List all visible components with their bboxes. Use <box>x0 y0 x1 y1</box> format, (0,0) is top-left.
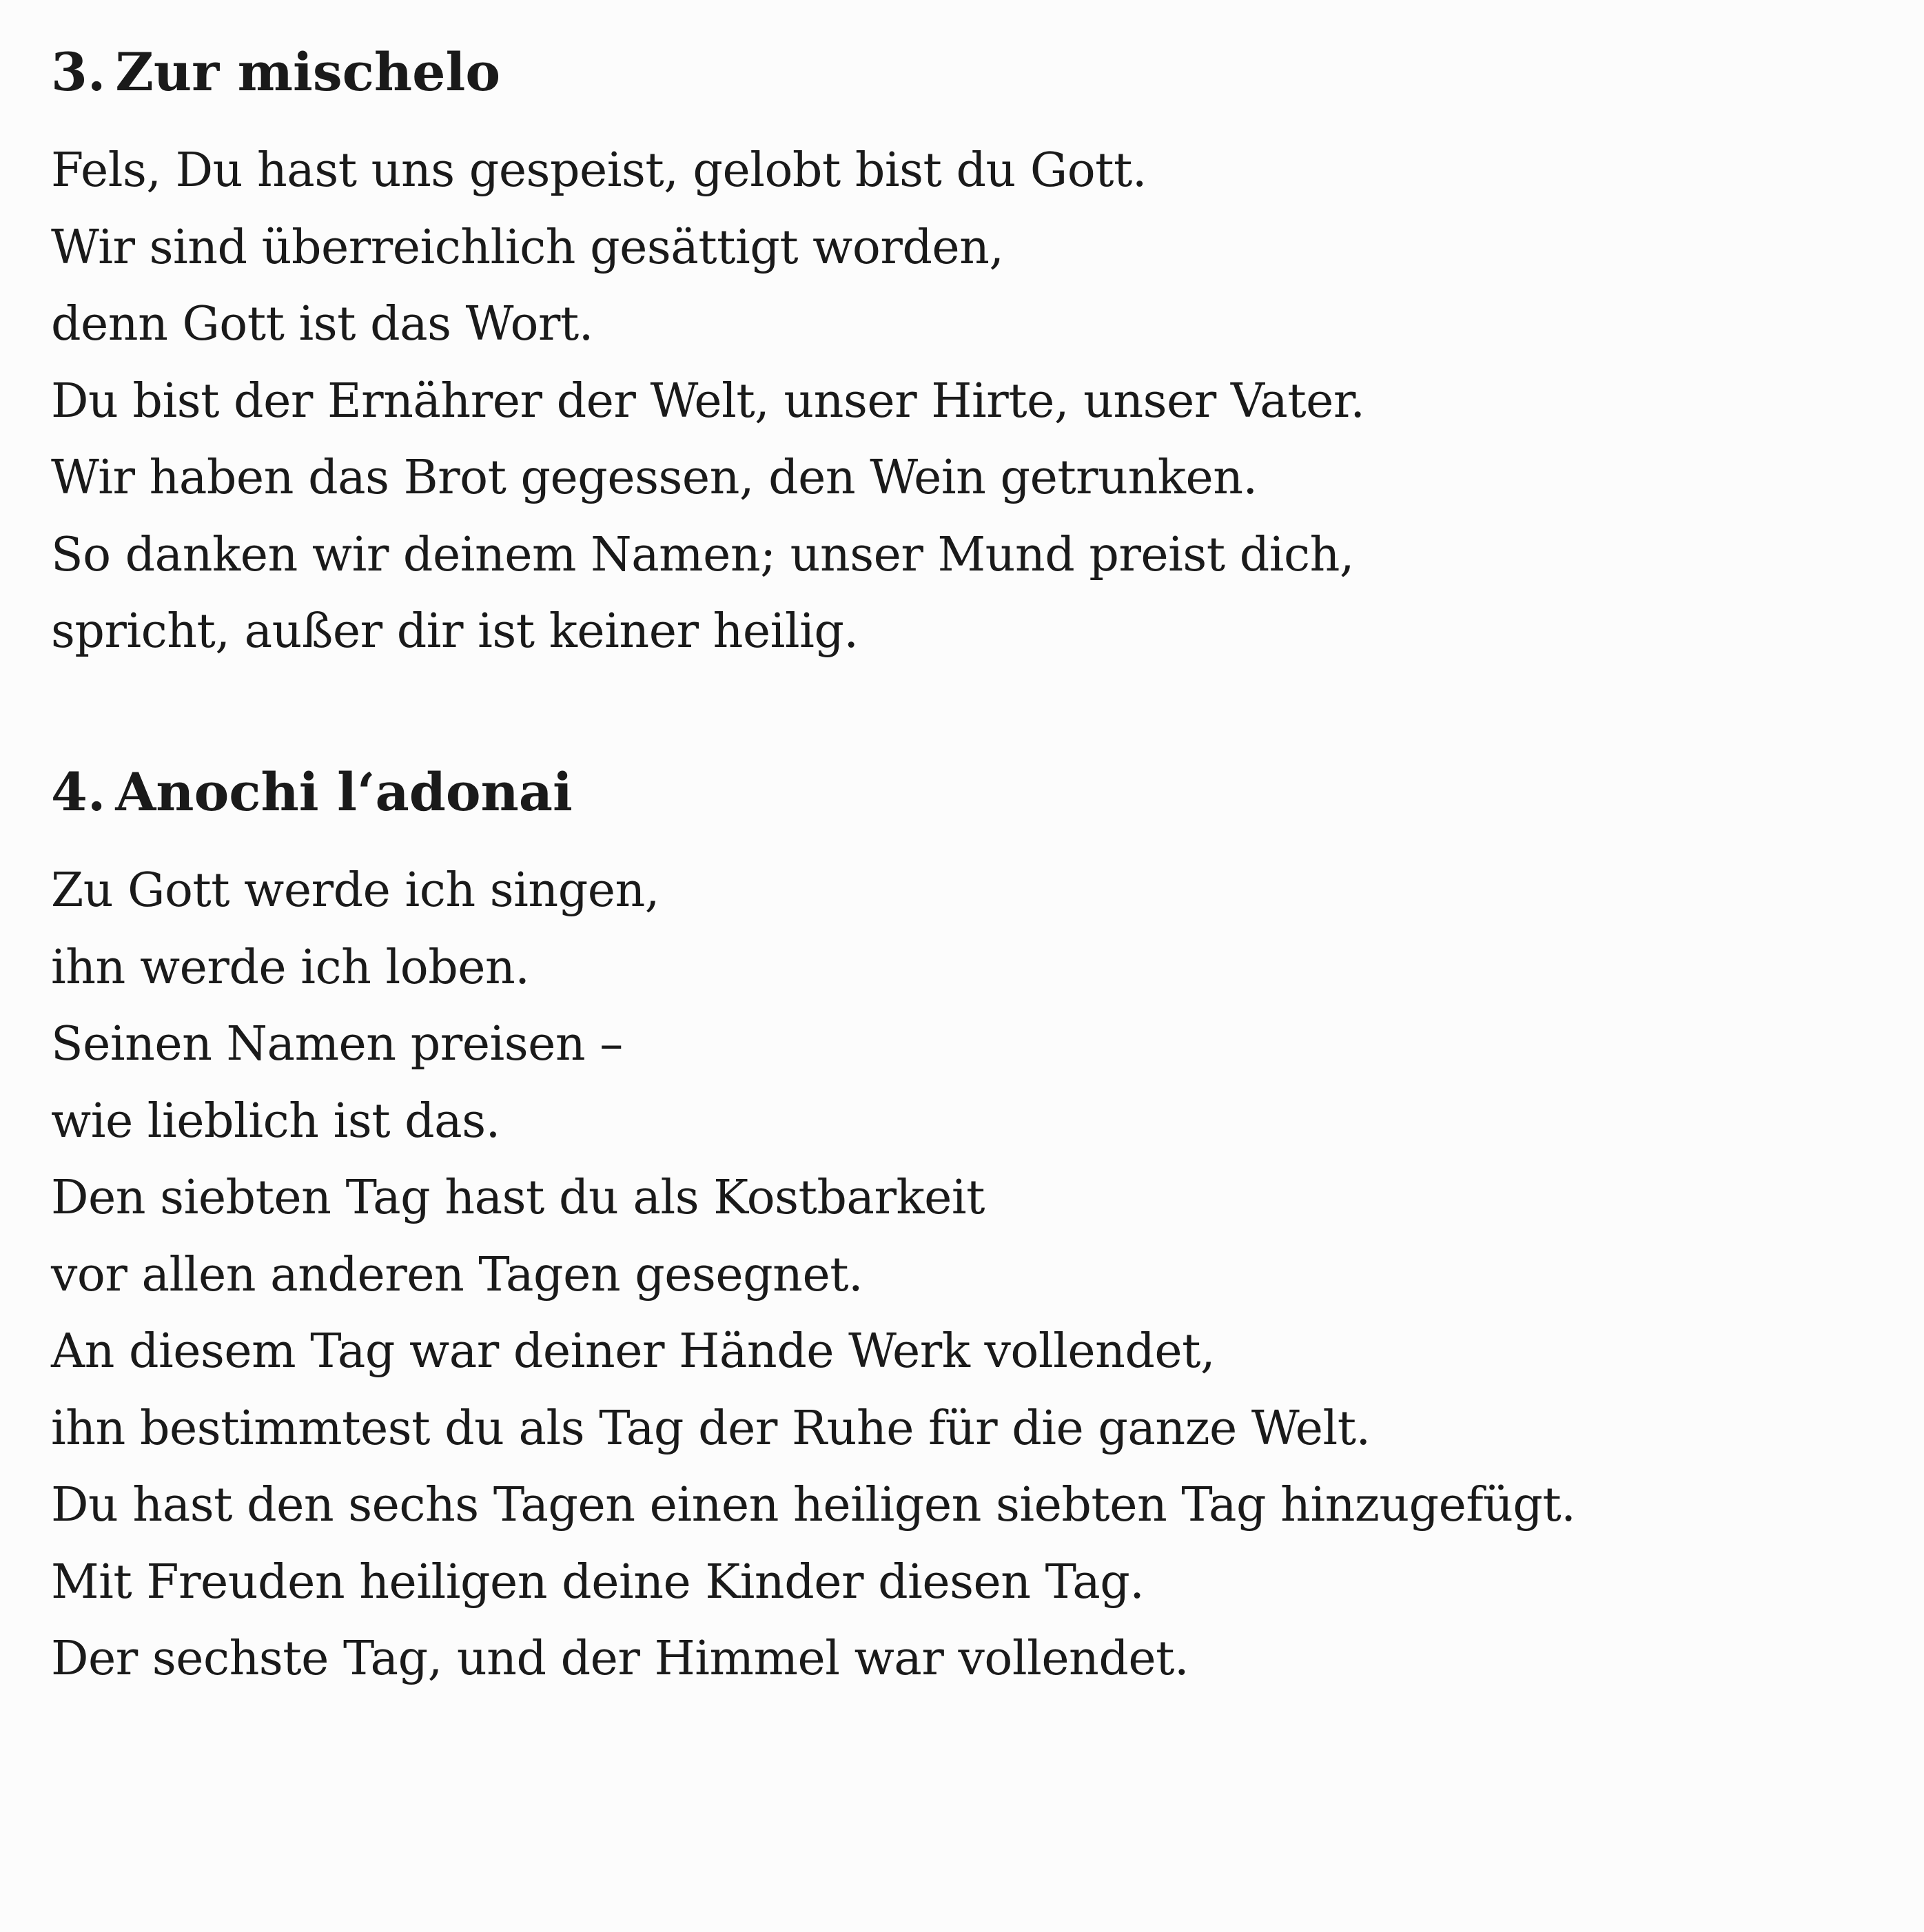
text-line: Mit Freuden heiligen deine Kinder diesen Tag. <box>51 1554 1145 1610</box>
text-line: vor allen anderen Tagen gesegnet. <box>51 1247 863 1302</box>
text-line: ihn werde ich loben. <box>51 940 530 995</box>
text-line: Fels, Du hast uns gespeist, gelobt bist du Gott. <box>51 143 1147 198</box>
section-title: Zur mischelo <box>115 41 501 103</box>
text-line: Wir sind überreichlich gesättigt worden, <box>51 220 1004 275</box>
text-line: So danken wir deinem Namen; unser Mund preist dich, <box>51 527 1355 582</box>
text-line: An diesem Tag war deiner Hände Werk vollendet, <box>51 1324 1216 1379</box>
text-line: Du hast den sechs Tagen einen heiligen siebten Tag hinzugefügt. <box>51 1478 1576 1532</box>
section-title: Anochi l‘adonai <box>115 761 573 823</box>
section-heading <box>51 34 1877 110</box>
text-line: Den siebten Tag hast du als Kostbarkeit <box>51 1171 985 1225</box>
section-heading <box>51 754 1877 830</box>
text-line: denn Gott ist das Wort. <box>51 297 593 351</box>
text-line: wie lieblich ist das. <box>51 1093 500 1149</box>
section-zur-mischelo <box>51 34 1877 670</box>
text-line: Du bist der Ernährer der Welt, unser Hirte, unser Vater. <box>51 373 1365 429</box>
text-line: Zu Gott werde ich singen, <box>51 863 659 918</box>
text-line: spricht, außer dir ist keiner heilig. <box>51 604 859 659</box>
section-number: 3. <box>51 41 106 103</box>
text-line: Der sechste Tag, und der Himmel war vollendet. <box>51 1632 1189 1686</box>
section-number: 4. <box>51 761 106 823</box>
text-line: Seinen Namen preisen – <box>51 1017 623 1071</box>
section-anochi-ladonai <box>51 754 1877 1698</box>
text-line: ihn bestimmtest du als Tag der Ruhe für die ganze Welt. <box>51 1401 1371 1456</box>
text-line: Wir haben das Brot gegessen, den Wein getrunken. <box>51 451 1258 505</box>
